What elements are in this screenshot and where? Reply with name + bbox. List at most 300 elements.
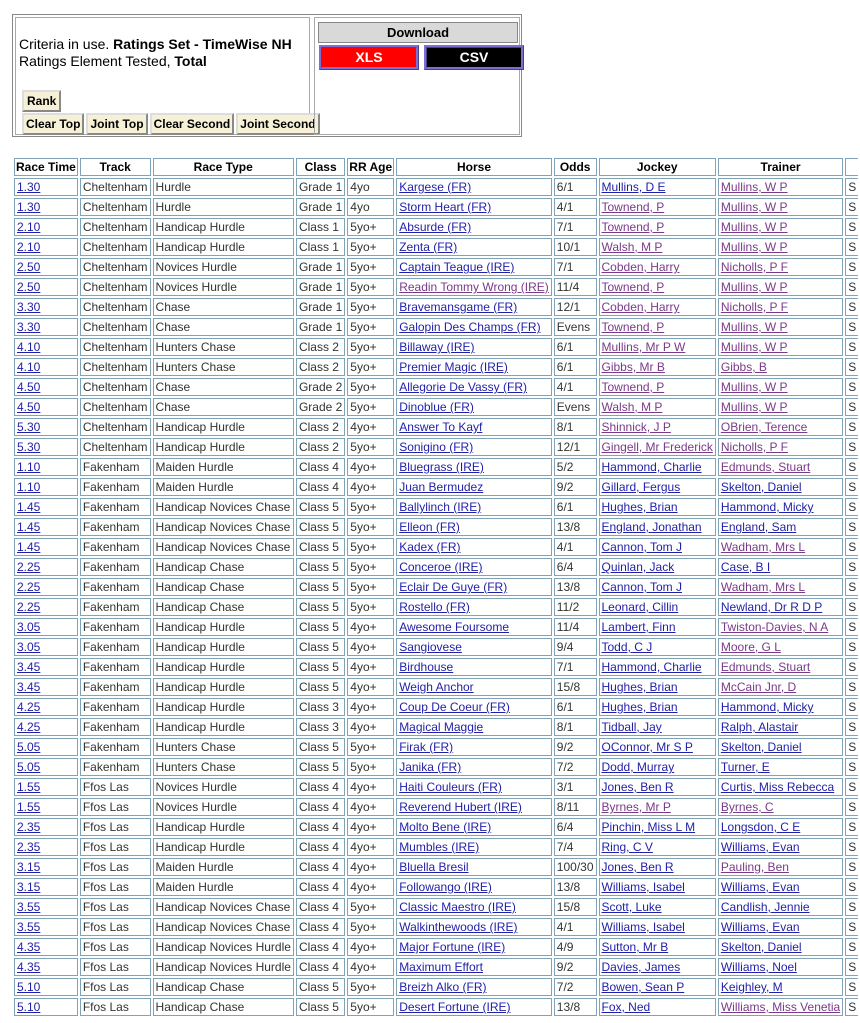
race-time-link[interactable]: 1.30 [17,200,41,214]
cell-class: Class 2 [296,338,345,356]
jockey-link[interactable]: Jones, Ben R [601,780,674,794]
horse-link[interactable]: Haiti Couleurs (FR) [399,780,502,794]
jockey-link[interactable]: Fox, Ned [601,1000,651,1014]
cell-track: Cheltenham [80,418,151,436]
jockey-link[interactable]: Townend, P [601,280,665,294]
cell-extra: S [845,698,858,716]
horse-link[interactable]: Rostello (FR) [399,600,470,614]
cell-odds: 11/4 [554,278,597,296]
race-time-link[interactable]: 5.10 [17,1000,41,1014]
jockey-link[interactable]: Townend, P [601,380,665,394]
horse-link[interactable]: Premier Magic (IRE) [399,360,508,374]
cell-track: Fakenham [80,558,151,576]
cell-odds: 7/2 [554,758,597,776]
horse-link[interactable]: Answer To Kayf [399,420,483,434]
race-time-link[interactable]: 3.15 [17,860,41,874]
cell-jockey [599,378,716,396]
jockey-link[interactable]: Scott, Luke [601,900,662,914]
cell-rr-age: 4yo [347,198,394,216]
race-time-link[interactable]: 5.10 [17,980,41,994]
cell-extra: S [845,398,858,416]
cell-odds: 7/1 [554,218,597,236]
cell-trainer [718,598,843,616]
jockey-link[interactable]: Jones, Ben R [601,860,674,874]
cell-odds: 15/8 [554,678,597,696]
race-time-link[interactable]: 4.50 [17,400,41,414]
cell-jockey [599,278,716,296]
horse-link[interactable]: Desert Fortune (IRE) [399,1000,511,1014]
table-row [14,458,858,476]
cell-odds: 6/4 [554,558,597,576]
cell-extra: S [845,898,858,916]
horse-link[interactable]: Kadex (FR) [399,540,461,554]
horse-link[interactable]: Walkinthewoods (IRE) [399,920,518,934]
cell-horse [396,378,552,396]
table-row [14,298,858,316]
cell-jockey [599,498,716,516]
trainer-link[interactable]: Hammond, Micky [720,500,814,514]
joint-top-button[interactable]: Joint Top [86,113,147,135]
cell-class: Class 4 [296,958,345,976]
cell-odds: Evens [554,318,597,336]
cell-jockey [599,438,716,456]
cell-class: Class 5 [296,758,345,776]
cell-class: Grade 2 [296,378,345,396]
cell-odds: 4/1 [554,918,597,936]
horse-link[interactable]: Mumbles (IRE) [399,840,480,854]
cell-race-time [14,598,78,616]
race-time-link[interactable]: 3.30 [17,300,41,314]
cell-jockey [599,418,716,436]
jockey-link[interactable]: Williams, Isabel [601,880,685,894]
trainer-link[interactable]: Mullins, W P [720,220,788,234]
cell-odds: Evens [554,398,597,416]
cell-race-type: Handicap Hurdle [153,718,294,736]
cell-race-time [14,498,78,516]
race-time-link[interactable]: 4.10 [17,340,41,354]
cell-jockey [599,458,716,476]
criteria-download-panel [12,14,522,137]
cell-track: Fakenham [80,538,151,556]
cell-jockey [599,218,716,236]
trainer-link[interactable]: Skelton, Daniel [720,480,802,494]
jockey-link[interactable]: Williams, Isabel [601,920,685,934]
cell-track: Fakenham [80,698,151,716]
race-time-link[interactable]: 5.30 [17,420,41,434]
jockey-link[interactable]: Hughes, Brian [601,680,678,694]
race-time-link[interactable]: 4.25 [17,700,41,714]
trainer-link[interactable]: Twiston-Davies, N A [720,620,829,634]
race-time-link[interactable]: 1.30 [17,180,41,194]
cell-race-type: Chase [153,378,294,396]
race-time-link[interactable]: 2.25 [17,560,41,574]
cell-odds: 11/4 [554,618,597,636]
trainer-link[interactable]: McCain Jnr, D [720,680,797,694]
horse-link[interactable]: Major Fortune (IRE) [399,940,506,954]
cell-trainer [718,638,843,656]
jockey-link[interactable]: Davies, James [601,960,681,974]
jockey-link[interactable]: Mullins, D E [601,180,666,194]
results-table-container[interactable] [12,156,857,1023]
trainer-link[interactable]: Keighley, M [720,980,783,994]
trainer-link[interactable]: Edmunds, Stuart [720,660,811,674]
cell-odds: 15/8 [554,898,597,916]
criteria-text [19,36,309,70]
jockey-link[interactable]: Tidball, Jay [601,720,662,734]
cell-race-time [14,558,78,576]
cell-class: Class 5 [296,678,345,696]
trainer-link[interactable]: Nicholls, P F [720,440,788,454]
cell-horse [396,238,552,256]
xls-download-button[interactable]: XLS [319,45,419,70]
cell-track: Cheltenham [80,358,151,376]
cell-track: Fakenham [80,518,151,536]
cell-odds: 100/30 [554,858,597,876]
race-time-link[interactable]: 1.45 [17,520,41,534]
cell-race-time [14,578,78,596]
race-time-link[interactable]: 2.10 [17,220,41,234]
cell-race-type: Handicap Chase [153,558,294,576]
table-row [14,198,858,216]
race-time-link[interactable]: 2.50 [17,260,41,274]
trainer-link[interactable]: Candlish, Jennie [720,900,810,914]
cell-extra: S [845,238,858,256]
cell-race-type: Handicap Hurdle [153,218,294,236]
joint-second-button[interactable]: Joint Second [236,113,319,135]
jockey-link[interactable]: Townend, P [601,320,665,334]
trainer-link[interactable]: Wadham, Mrs L [720,580,806,594]
cell-class: Class 5 [296,738,345,756]
horse-link[interactable]: Molto Bene (IRE) [399,820,492,834]
cell-odds: 13/8 [554,878,597,896]
cell-rr-age: 4yo+ [347,618,394,636]
horse-link[interactable]: Dinoblue (FR) [399,400,474,414]
race-time-link[interactable]: 3.05 [17,640,41,654]
cell-horse [396,638,552,656]
trainer-link[interactable]: Williams, Noel [720,960,797,974]
trainer-link[interactable]: Turner, E [720,760,770,774]
element-prefix: Ratings Element Tested, [19,53,171,69]
race-time-link[interactable]: 3.55 [17,900,41,914]
jockey-link[interactable]: Pinchin, Miss L M [601,820,696,834]
trainer-link[interactable]: Nicholls, P F [720,300,788,314]
cell-race-time [14,658,78,676]
horse-link[interactable]: Maximum Effort [399,960,483,974]
race-time-link[interactable]: 4.50 [17,380,41,394]
horse-link[interactable]: Eclair De Guye (FR) [399,580,508,594]
race-time-link[interactable]: 3.45 [17,680,41,694]
race-time-link[interactable]: 3.55 [17,920,41,934]
jockey-link[interactable]: Hammond, Charlie [601,460,702,474]
cell-horse [396,758,552,776]
race-time-link[interactable]: 3.05 [17,620,41,634]
cell-odds: 12/1 [554,298,597,316]
horse-link[interactable]: Galopin Des Champs (FR) [399,320,541,334]
race-time-link[interactable]: 1.55 [17,780,41,794]
cell-class: Class 5 [296,598,345,616]
horse-link[interactable]: Conceroe (IRE) [399,560,483,574]
trainer-link[interactable]: Williams, Evan [720,840,800,854]
jockey-link[interactable]: Hughes, Brian [601,500,678,514]
column-header-jockey: Jockey [599,158,716,176]
jockey-link[interactable]: England, Jonathan [601,520,702,534]
jockey-link[interactable]: Cobden, Harry [601,300,680,314]
table-row [14,818,858,836]
cell-jockey [599,838,716,856]
cell-track: Ffos Las [80,778,151,796]
cell-trainer [718,758,843,776]
cell-rr-age: 4yo+ [347,858,394,876]
cell-extra: S [845,498,858,516]
horse-link[interactable]: Allegorie De Vassy (FR) [399,380,527,394]
cell-track: Fakenham [80,678,151,696]
cell-race-time [14,958,78,976]
cell-odds: 6/1 [554,698,597,716]
jockey-link[interactable]: Dodd, Murray [601,760,675,774]
jockey-link[interactable]: Walsh, M P [601,400,663,414]
cell-track: Fakenham [80,738,151,756]
jockey-link[interactable]: Sutton, Mr B [601,940,669,954]
trainer-link[interactable]: Skelton, Daniel [720,940,802,954]
horse-link[interactable]: Reverend Hubert (IRE) [399,800,522,814]
cell-odds: 9/2 [554,478,597,496]
race-time-link[interactable]: 2.10 [17,240,41,254]
cell-trainer [718,978,843,996]
jockey-link[interactable]: Walsh, M P [601,240,663,254]
horse-link[interactable]: Sangiovese [399,640,462,654]
horse-link[interactable]: Followango (IRE) [399,880,492,894]
horse-link[interactable]: Sonigino (FR) [399,440,474,454]
jockey-link[interactable]: Mullins, Mr P W [601,340,686,354]
horse-link[interactable]: Awesome Foursome [399,620,510,634]
trainer-link[interactable]: Newland, Dr R D P [720,600,823,614]
trainer-link[interactable]: Skelton, Daniel [720,740,802,754]
cell-extra: S [845,338,858,356]
horse-link[interactable]: Bluegrass (IRE) [399,460,484,474]
horse-link[interactable]: Kargese (FR) [399,180,472,194]
trainer-link[interactable]: Mullins, W P [720,400,788,414]
jockey-link[interactable]: Bowen, Sean P [601,980,685,994]
race-time-link[interactable]: 3.30 [17,320,41,334]
table-row [14,338,858,356]
cell-extra: S [845,438,858,456]
cell-track: Cheltenham [80,198,151,216]
cell-trainer [718,698,843,716]
table-row [14,498,858,516]
race-time-link[interactable]: 1.45 [17,500,41,514]
race-time-link[interactable]: 5.05 [17,760,41,774]
ratings-element: Total [174,53,207,69]
cell-rr-age: 5yo+ [347,758,394,776]
clear-second-button[interactable]: Clear Second [150,113,235,135]
trainer-link[interactable]: Longsdon, C E [720,820,801,834]
trainer-link[interactable]: England, Sam [720,520,797,534]
horse-link[interactable]: Ballylinch (IRE) [399,500,482,514]
horse-link[interactable]: Classic Maestro (IRE) [399,900,516,914]
cell-class: Class 4 [296,818,345,836]
race-time-link[interactable]: 2.35 [17,840,41,854]
cell-race-type: Handicap Hurdle [153,698,294,716]
table-row [14,598,858,616]
trainer-link[interactable]: Mullins, W P [720,380,788,394]
cell-race-type: Handicap Novices Hurdle [153,958,294,976]
column-header-class: Class [296,158,345,176]
cell-extra: S [845,658,858,676]
cell-trainer [718,538,843,556]
trainer-link[interactable]: Moore, G L [720,640,781,654]
trainer-link[interactable]: Curtis, Miss Rebecca [720,780,835,794]
cell-jockey [599,778,716,796]
trainer-link[interactable]: Hammond, Micky [720,700,814,714]
horse-link[interactable]: Coup De Coeur (FR) [399,700,510,714]
jockey-link[interactable]: Byrnes, Mr P [601,800,671,814]
race-time-link[interactable]: 1.10 [17,480,41,494]
cell-trainer [718,318,843,336]
race-time-link[interactable]: 4.35 [17,940,41,954]
cell-jockey [599,858,716,876]
trainer-link[interactable]: Williams, Evan [720,880,800,894]
cell-class: Class 2 [296,438,345,456]
trainer-link[interactable]: Mullins, W P [720,280,788,294]
cell-odds: 11/2 [554,598,597,616]
criteria-box [15,17,316,135]
jockey-link[interactable]: Lambert, Finn [601,620,676,634]
cell-trainer [718,258,843,276]
cell-odds: 13/8 [554,578,597,596]
race-time-link[interactable]: 3.15 [17,880,41,894]
cell-trainer [718,578,843,596]
jockey-link[interactable]: Ring, C V [601,840,653,854]
race-time-link[interactable]: 5.05 [17,740,41,754]
trainer-link[interactable]: Nicholls, P F [720,260,788,274]
trainer-link[interactable]: Gibbs, B [720,360,767,374]
cell-extra: S [845,818,858,836]
clear-top-button[interactable]: Clear Top [22,113,84,135]
horse-link[interactable]: Breizh Alko (FR) [399,980,487,994]
trainer-link[interactable]: Ralph, Alastair [720,720,799,734]
cell-race-type: Handicap Hurdle [153,418,294,436]
race-time-link[interactable]: 1.45 [17,540,41,554]
cell-race-time [14,378,78,396]
cell-track: Cheltenham [80,338,151,356]
trainer-link[interactable]: Mullins, W P [720,180,788,194]
csv-download-button[interactable]: CSV [424,45,524,70]
horse-link[interactable]: Captain Teague (IRE) [399,260,515,274]
table-row [14,718,858,736]
horse-link[interactable]: Janika (FR) [399,760,462,774]
trainer-link[interactable]: Case, B I [720,560,771,574]
cell-trainer [718,778,843,796]
jockey-link[interactable]: Cobden, Harry [601,260,680,274]
cell-class: Class 5 [296,538,345,556]
jockey-link[interactable]: Cannon, Tom J [601,540,682,554]
cell-track: Ffos Las [80,878,151,896]
column-header-odds: Odds [554,158,597,176]
jockey-link[interactable]: Leonard, Cillin [601,600,679,614]
trainer-link[interactable]: Williams, Miss Venetia [720,1000,841,1014]
cell-race-type: Handicap Chase [153,998,294,1016]
race-time-link[interactable]: 4.25 [17,720,41,734]
race-time-link[interactable]: 1.55 [17,800,41,814]
cell-race-type: Handicap Novices Chase [153,898,294,916]
rank-button[interactable]: Rank [22,90,61,112]
cell-rr-age: 5yo+ [347,358,394,376]
horse-link[interactable]: Firak (FR) [399,740,454,754]
horse-link[interactable]: Elleon (FR) [399,520,460,534]
cell-extra: S [845,858,858,876]
jockey-link[interactable]: Cannon, Tom J [601,580,682,594]
table-body [14,178,858,1016]
cell-rr-age: 4yo+ [347,778,394,796]
jockey-link[interactable]: Gibbs, Mr B [601,360,665,374]
race-time-link[interactable]: 2.25 [17,580,41,594]
race-time-link[interactable]: 2.50 [17,280,41,294]
cell-horse [396,718,552,736]
jockey-link[interactable]: Todd, C J [601,640,653,654]
race-time-link[interactable]: 3.45 [17,660,41,674]
trainer-link[interactable]: Williams, Evan [720,920,800,934]
race-time-link[interactable]: 4.10 [17,360,41,374]
trainer-link[interactable]: Pauling, Ben [720,860,789,874]
horse-link[interactable]: Billaway (IRE) [399,340,475,354]
jockey-link[interactable]: Gingell, Mr Frederick [601,440,713,454]
column-header-horse: Horse [396,158,552,176]
horse-link[interactable]: Storm Heart (FR) [399,200,492,214]
race-time-link[interactable]: 5.30 [17,440,41,454]
trainer-link[interactable]: Mullins, W P [720,240,788,254]
jockey-link[interactable]: Gillard, Fergus [601,480,681,494]
race-time-link[interactable]: 4.35 [17,960,41,974]
horse-link[interactable]: Weigh Anchor [399,680,474,694]
horse-link[interactable]: Bravemansgame (FR) [399,300,518,314]
jockey-link[interactable]: Townend, P [601,200,665,214]
column-header-race-time: Race Time [16,160,76,174]
horse-link[interactable]: Bluella Bresil [399,860,469,874]
horse-link[interactable]: Birdhouse [399,660,454,674]
jockey-link[interactable]: Hammond, Charlie [601,660,702,674]
horse-link[interactable]: Zenta (FR) [399,240,458,254]
horse-link[interactable]: Juan Bermudez [399,480,484,494]
trainer-link[interactable]: Byrnes, C [720,800,774,814]
trainer-link[interactable]: Edmunds, Stuart [720,460,811,474]
horse-link[interactable]: Absurde (FR) [399,220,472,234]
cell-track: Fakenham [80,498,151,516]
trainer-link[interactable]: Mullins, W P [720,320,788,334]
cell-extra: S [845,618,858,636]
race-time-link[interactable]: 1.10 [17,460,41,474]
trainer-link[interactable]: Mullins, W P [720,200,788,214]
jockey-link[interactable]: Hughes, Brian [601,700,678,714]
cell-race-time [14,858,78,876]
horse-link[interactable]: Readin Tommy Wrong (IRE) [399,280,549,294]
cell-extra: S [845,418,858,436]
jockey-link[interactable]: Townend, P [601,220,665,234]
trainer-link[interactable]: Wadham, Mrs L [720,540,806,554]
race-time-link[interactable]: 2.35 [17,820,41,834]
race-time-link[interactable]: 2.25 [17,600,41,614]
jockey-link[interactable]: OConnor, Mr S P [601,740,693,754]
trainer-link[interactable]: OBrien, Terence [720,420,808,434]
horse-link[interactable]: Magical Maggie [399,720,484,734]
cell-jockey [599,898,716,916]
cell-trainer [718,198,843,216]
cell-trainer [718,558,843,576]
cell-rr-age: 4yo+ [347,798,394,816]
jockey-link[interactable]: Shinnick, J P [601,420,671,434]
cell-horse [396,898,552,916]
jockey-link[interactable]: Quinlan, Jack [601,560,675,574]
trainer-link[interactable]: Mullins, W P [720,340,788,354]
